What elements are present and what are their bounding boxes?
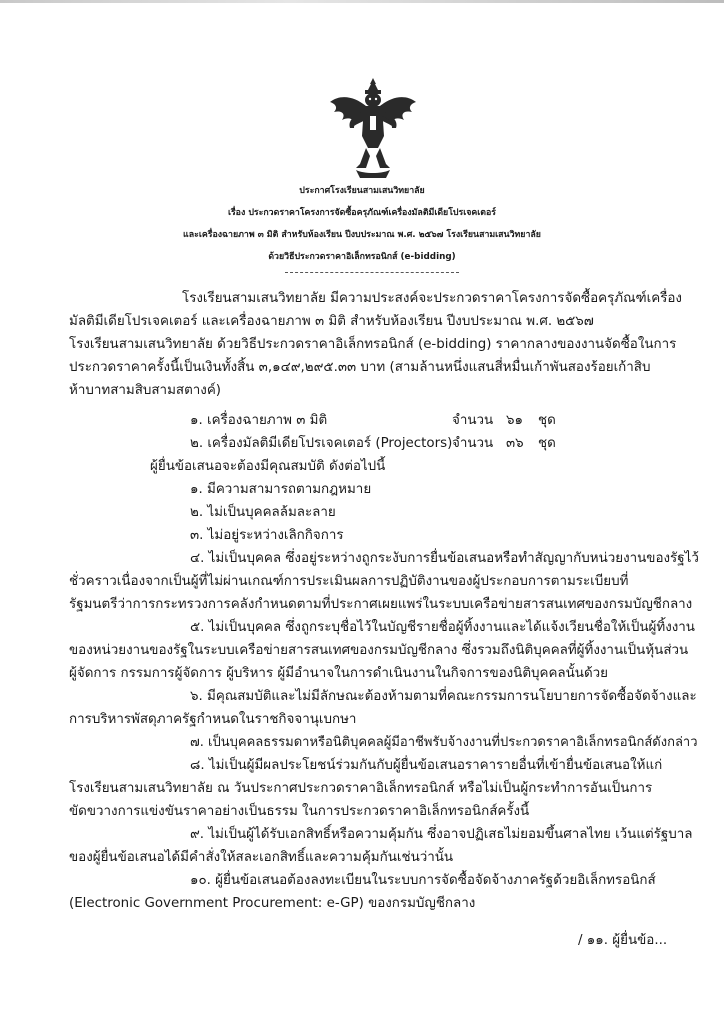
qualification-line: ๔. ไม่เป็นบุคคล ซึ่งอยู่ระหว่างถูกระงับการยื่นข้อเสนอหรือทำสัญญากับหน่วยงานของรัฐไว้ [190,551,699,566]
subject-line-1: เรื่อง ประกวดราคาโครงการจัดซื้อครุภัณฑ์เครื่องมัลติมีเดียโปรเจคเตอร์ [227,208,497,218]
intro-line: มัลติมีเดียโปรเจคเตอร์ และเครื่องฉายภาพ ๓ มิติ สำหรับห้องเรียน ปีงบประมาณ พ.ศ. ๒๕๖๗ [69,314,594,329]
separator-line [285,272,459,273]
item-qty: ๓๖ [506,436,524,451]
qualification-line: ๙. ไม่เป็นผู้ได้รับเอกสิทธิ์หรือความคุ้มกัน ซึ่งอาจปฏิเสธไม่ยอมขึ้นศาลไทย เว้นแต่รัฐบาล [190,827,693,842]
announcement-title: ประกาศโรงเรียนสามเสนวิทยาลัย [299,186,425,196]
qualification-line: รัฐมนตรีว่าการกระทรวงการคลังกำหนดตามที่ประกาศเผยแพร่ในระบบเครือข่ายสารสนเทศของกรมบัญชีกลาง [69,597,693,612]
intro-line: โรงเรียนสามเสนวิทยาลัย ด้วยวิธีประกวดราคาอิเล็กทรอนิกส์ (e-bidding) ราคากลางของงานจัดซื้อในการ [69,337,677,352]
subject-line-2: และเครื่องฉายภาพ ๓ มิติ สำหรับห้องเรียน ปีงบประมาณ พ.ศ. ๒๕๖๗ โรงเรียนสามเสนวิทยาลัย [183,230,541,240]
qualification-line: ผู้จัดการ กรรมการผู้จัดการ ผู้บริหาร ผู้มีอำนาจในการดำเนินงานในกิจการของนิติบุคคลนั้นด้วย [69,666,609,681]
qualification-line: ๒. ไม่เป็นบุคคลล้มละลาย [190,505,336,520]
item-qty: ๖๑ [506,413,523,428]
qualification-line: ๗. เป็นบุคคลธรรมดาหรือนิติบุคคลผู้มีอาชีพรับจ้างงานที่ประกวดราคาอิเล็กทรอนิกส์ดังกล่าว [190,735,698,750]
qualification-line: ขัดขวางการแข่งขันราคาอย่างเป็นธรรม ในการประกวดราคาอิเล็กทรอนิกส์ครั้งนี้ [69,804,530,819]
intro-line: ประกวดราคาครั้งนี้เป็นเงินทั้งสิ้น ๓,๑๔๙,๒๙๕.๓๓ บาท (สามล้านหนึ่งแสนสี่หมื่นเก้าพันสองร้อยเก้าสิบ [69,360,651,375]
item-unit: ชุด [538,436,556,451]
page-continuation: / ๑๑. ผู้ยื่นข้อ... [578,933,668,948]
garuda-emblem-icon [326,76,420,180]
subject-line-3: ด้วยวิธีประกวดราคาอิเล็กทรอนิกส์ (e-bidding) [268,252,456,262]
qualification-line: (Electronic Government Procurement: e-GP) ของกรมบัญชีกลาง [69,896,476,911]
qualification-line: การบริหารพัสดุภาครัฐกำหนดในราชกิจจานุเบกษา [69,712,357,727]
qualification-line: ๓. ไม่อยู่ระหว่างเลิกกิจการ [190,528,344,543]
item-qty-word: จำนวน [452,436,494,451]
item-label: ๒. เครื่องมัลติมีเดียโปรเจคเตอร์ (Projectors) [190,436,453,451]
qualification-line: โรงเรียนสามเสนวิทยาลัย ณ วันประกาศประกวดราคาอิเล็กทรอนิกส์ หรือไม่เป็นผู้กระทำการอันเป็นการ [69,781,653,796]
qualification-line: ของหน่วยงานของรัฐในระบบเครือข่ายสารสนเทศของกรมบัญชีกลาง ซึ่งรวมถึงนิติบุคคลที่ผู้ทิ้งงานเป็นหุ้นส่วน [69,643,689,658]
item-qty-word: จำนวน [452,413,494,428]
qualification-line: ๘. ไม่เป็นผู้มีผลประโยชน์ร่วมกันกับผู้ยื่นข้อเสนอราคารายอื่นที่เข้ายื่นข้อเสนอให้แก่ [190,758,663,773]
qualifications-intro: ผู้ยื่นข้อเสนอจะต้องมีคุณสมบัติ ดังต่อไปนี้ [150,459,386,474]
intro-line: ห้าบาทสามสิบสามสตางค์) [69,383,222,398]
qualification-line: ๑๐. ผู้ยื่นข้อเสนอต้องลงทะเบียนในระบบการจัดซื้อจัดจ้างภาครัฐด้วยอิเล็กทรอนิกส์ [190,873,656,888]
qualification-line: ๑. มีความสามารถตามกฎหมาย [190,482,372,497]
scan-top-edge [0,0,724,3]
qualification-line: ๖. มีคุณสมบัติและไม่มีลักษณะต้องห้ามตามที่คณะกรรมการนโยบายการจัดซื้อจัดจ้างและ [190,689,697,704]
item-unit: ชุด [538,413,556,428]
item-label: ๑. เครื่องฉายภาพ ๓ มิติ [190,413,328,428]
qualification-line: ของผู้ยื่นข้อเสนอได้มีคำสั่งให้สละเอกสิทธิ์และความคุ้มกันเช่นว่านั้น [69,850,454,865]
intro-line: โรงเรียนสามเสนวิทยาลัย มีความประสงค์จะประกวดราคาโครงการจัดซื้อครุภัณฑ์เครื่อง [182,291,682,306]
qualification-line: ชั่วคราวเนื่องจากเป็นผู้ที่ไม่ผ่านเกณฑ์การประเมินผลการปฏิบัติงานของผู้ประกอบการตามระเบียบที่ [69,574,629,589]
qualification-line: ๕. ไม่เป็นบุคคล ซึ่งถูกระบุชื่อไว้ในบัญชีรายชื่อผู้ทิ้งงานและได้แจ้งเวียนชื่อให้เป็นผู้ทิ้งงาน [190,620,695,635]
